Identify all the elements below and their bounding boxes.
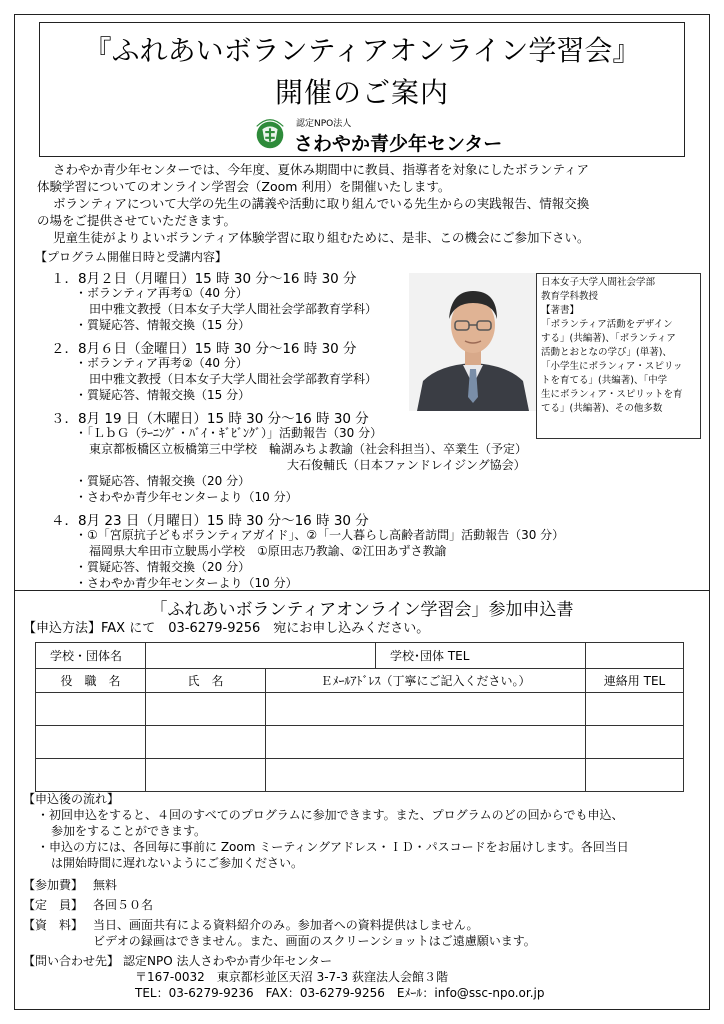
logo-subtitle: 認定NPO法人	[296, 119, 352, 129]
column-header-tel: 連絡用 TEL	[586, 669, 684, 693]
tel-field[interactable]	[586, 726, 684, 759]
contact-line: 認定NPO 法人さわやか青少年センター	[123, 954, 332, 968]
session-line: ・ボランティア再考①（40 分）	[75, 286, 248, 300]
table-row	[36, 669, 684, 693]
bio-line: 活動とおとなの学び」(単著)、	[541, 347, 672, 358]
session-line: ・ボランティア再考②（40 分）	[75, 356, 248, 370]
page-subtitle: 開催のご案内	[274, 76, 449, 109]
section-divider	[15, 590, 709, 591]
bio-line: てる」(共編著)、その他多数	[541, 403, 663, 414]
school-tel-label: 学校･団体 TEL	[376, 643, 586, 669]
after-line: ・初回申込をすると、４回のすべてのプログラムに参加できます。また、プログラムのどの回からでも申込、	[37, 808, 624, 822]
position-field[interactable]	[36, 693, 146, 726]
page-title: 『ふれあいボランティアオンライン学習会』	[83, 34, 641, 67]
intro-line: の場をご提供させていただきます。	[37, 213, 237, 228]
logo-name: さわやか青少年センター	[294, 133, 503, 155]
session-title: ４．8月 23 日（月曜日）15 時 30 分～16 時 30 分	[51, 513, 369, 529]
session-line: 大石俊輔氏（日本ファンドレイジング協会）	[287, 458, 526, 472]
capacity-label: 【定 員】	[23, 898, 84, 912]
intro-line: 児童生徒がよりよいボランティア体験学習に取り組むために、是非、この機会にご参加下さい。	[53, 230, 590, 245]
speaker-bio	[536, 273, 701, 439]
materials-line: 当日、画面共有による資料紹介のみ。参加者への資料提供はしません。	[93, 918, 479, 932]
position-field[interactable]	[36, 759, 146, 792]
fee-value: 無料	[93, 878, 118, 892]
position-field[interactable]	[36, 726, 146, 759]
speaker-portrait	[409, 273, 537, 411]
contact-label: 【問い合わせ先】	[23, 954, 120, 968]
title-box	[39, 22, 685, 157]
session-line: ・さわやか青少年センターより（10 分）	[75, 576, 298, 590]
program-heading: 【プログラム開催日時と受講内容】	[35, 250, 227, 264]
column-header-position: 役 職 名	[36, 669, 146, 693]
fee-label: 【参加費】	[23, 878, 84, 892]
school-name-field[interactable]	[146, 643, 376, 669]
column-header-email: Ｅﾒｰﾙｱﾄﾞﾚｽ（丁寧にご記入ください。）	[266, 669, 586, 693]
email-field[interactable]	[266, 726, 586, 759]
after-line: 参加をすることができます。	[51, 824, 207, 838]
session-line: ・さわやか青少年センターより（10 分）	[75, 490, 298, 504]
session-line: 田中雅文教授（日本女子大学人間社会学部教育学科）	[89, 302, 378, 316]
table-row	[36, 643, 684, 669]
bio-line: 「ボランティア活動をデザイン	[541, 319, 673, 330]
session-line: ・①「宮原抗子どもボランティアガイド」、②「一人暮らし高齢者訪問」活動報告（30 分）	[75, 528, 565, 542]
session-line: ・質疑応答、情報交換（15 分）	[75, 318, 251, 332]
speaker-portrait-image	[409, 273, 537, 411]
session-line: ・「ＬｂＧ（ﾗｰﾆﾝｸﾞ・ﾊﾞｲ・ｷﾞﾋﾞﾝｸﾞ）」活動報告（30 分）	[75, 426, 383, 440]
materials-line: ビデオの録画はできません。また、画面のスクリーンショットはご遠慮願います。	[93, 934, 536, 948]
bio-line: 【著書】	[541, 305, 580, 316]
bio-line: 生にボランィア・スピリットを育	[541, 389, 683, 400]
table-row	[36, 759, 684, 792]
email-field[interactable]	[266, 693, 586, 726]
session-line: ・質疑応答、情報交換（20 分）	[75, 474, 251, 488]
bio-line: する」(共編著)、「ボランティア	[541, 333, 676, 344]
bio-line: トを育てる」(共編著)、「中学	[541, 375, 668, 386]
page-frame	[14, 14, 710, 1010]
form-title: 「ふれあいボランティアオンライン学習会」参加申込書	[150, 600, 574, 620]
session-title: ３．8月 19 日（木曜日）15 時 30 分～16 時 30 分	[51, 411, 369, 427]
name-field[interactable]	[146, 726, 266, 759]
session-line: 東京都板橋区立板橋第三中学校 輪湖みちよ教諭（社会科担当）、卒業生（予定）	[89, 442, 528, 456]
session-line: 田中雅文教授（日本女子大学人間社会学部教育学科）	[89, 372, 378, 386]
session-line: ・質疑応答、情報交換（20 分）	[75, 560, 251, 574]
contact-line: 〒167-0032 東京都杉並区天沼 3-7-3 荻窪法人会館３階	[135, 970, 448, 984]
capacity-value: 各回５０名	[93, 898, 154, 912]
table-row	[36, 726, 684, 759]
email-field[interactable]	[266, 759, 586, 792]
after-line: は開始時間に遅れないようにご参加ください。	[51, 856, 304, 870]
contact-line: TEL：03-6279-9236 FAX：03-6279-9256 Eﾒｰﾙ：info@ssc-npo.or.jp	[135, 986, 545, 1000]
school-name-label: 学校・団体名	[36, 643, 146, 669]
school-tel-field[interactable]	[586, 643, 684, 669]
intro-line: 体験学習についてのオンライン学習会（Zoom 利用）を開催いたします。	[37, 179, 451, 194]
intro-line: ボランティアについて大学の先生の講義や活動に取り組んでいる先生からの実践報告、情報交換	[53, 196, 590, 211]
bio-line: 「小学生にボランィア・スピリッ	[541, 361, 683, 372]
table-row	[36, 693, 684, 726]
application-form-table	[35, 642, 684, 792]
form-method: 【申込方法】FAX にて 03-6279-9256 宛にお申し込みください。	[23, 621, 430, 636]
materials-label: 【資 料】	[23, 918, 84, 932]
tel-field[interactable]	[586, 759, 684, 792]
tel-field[interactable]	[586, 693, 684, 726]
after-line: ・申込の方には、各回毎に事前に Zoom ミーティングアドレス・ＩＤ・パスコードをお届けします。各回当日	[37, 840, 629, 854]
session-title: １．8月２日（月曜日）15 時 30 分～16 時 30 分	[51, 271, 357, 287]
organization-logo	[251, 115, 531, 155]
session-line: ・質疑応答、情報交換（15 分）	[75, 388, 251, 402]
name-field[interactable]	[146, 759, 266, 792]
organization-logo-icon	[251, 115, 289, 153]
bio-line: 日本女子大学人間社会学部	[541, 277, 656, 288]
bio-line: 教育学科教授	[541, 291, 599, 302]
column-header-name: 氏 名	[146, 669, 266, 693]
session-line: 福岡県大牟田市立駛馬小学校 ①原田志乃教諭、②江田あずさ教諭	[89, 544, 447, 558]
after-heading: 【申込後の流れ】	[23, 792, 120, 806]
session-title: ２．8月６日（金曜日）15 時 30 分～16 時 30 分	[51, 341, 357, 357]
intro-line: さわやか青少年センターでは、今年度、夏休み期間中に教員、指導者を対象にしたボランティア	[53, 162, 590, 177]
name-field[interactable]	[146, 693, 266, 726]
